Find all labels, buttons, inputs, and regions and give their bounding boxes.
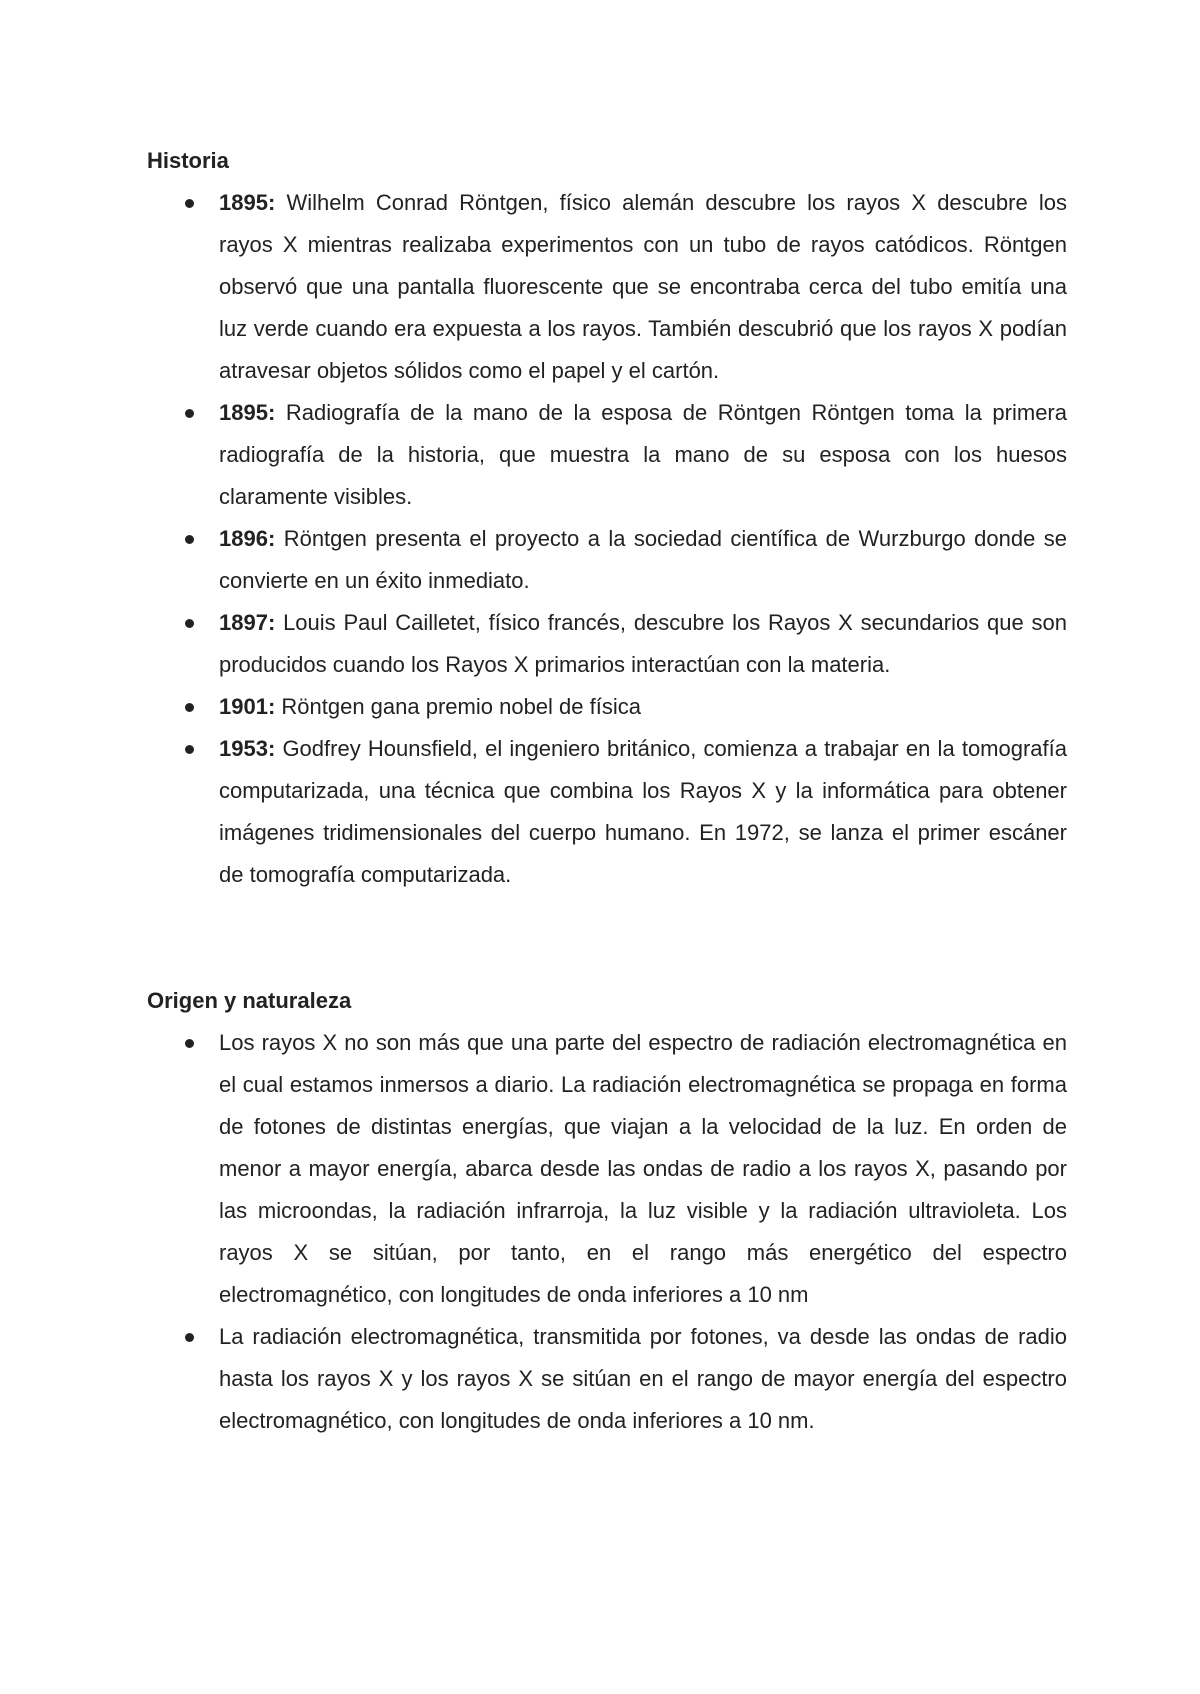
bullet-icon — [185, 619, 194, 628]
item-year: 1953: — [219, 736, 283, 761]
item-year: 1895: — [219, 190, 287, 215]
item-text: La radiación electromagnética, transmitida por fotones, va desde las ondas de radio hasta los rayos X y los rayos X se sitúan en el rango de mayor energía del espectro electromagnético, con longitudes de onda inferiores a 10 nm. — [219, 1324, 1067, 1433]
bullet-icon — [185, 1039, 194, 1048]
item-text: Röntgen gana premio nobel de física — [281, 694, 641, 719]
bullet-icon — [185, 703, 194, 712]
item-year: 1897: — [219, 610, 284, 635]
list-item — [147, 728, 1067, 896]
item-text: Röntgen presenta el proyecto a la sociedad científica de Wurzburgo donde se convierte en un éxito inmediato. — [219, 526, 1067, 593]
item-year: 1895: — [219, 400, 286, 425]
bullet-icon — [185, 1333, 194, 1342]
historia-heading: Historia — [147, 148, 229, 173]
bullet-icon — [185, 199, 194, 208]
item-text: Radiografía de la mano de la esposa de Röntgen Röntgen toma la primera radiografía de la historia, que muestra la mano de su esposa con los huesos claramente visibles. — [219, 400, 1067, 509]
item-text: Godfrey Hounsfield, el ingeniero británico, comienza a trabajar en la tomografía computarizada, una técnica que combina los Rayos X y la informática para obtener imágenes tridimensionales del cuerpo humano. En 1972, se lanza el primer escáner de tomografía computarizada. — [219, 736, 1067, 887]
origen-heading: Origen y naturaleza — [147, 988, 352, 1013]
item-year: 1896: — [219, 526, 284, 551]
historia-list — [147, 182, 1067, 896]
item-year: 1901: — [219, 694, 282, 719]
origen-section — [147, 980, 1067, 1442]
list-item — [147, 1316, 1067, 1442]
item-text: Louis Paul Cailletet, físico francés, descubre los Rayos X secundarios que son producidos cuando los Rayos X primarios interactúan con la materia. — [219, 610, 1067, 677]
bullet-icon — [185, 745, 194, 754]
list-item — [147, 518, 1067, 602]
bullet-icon — [185, 409, 194, 418]
origen-list — [147, 1022, 1067, 1442]
historia-section — [147, 140, 1067, 896]
list-item — [147, 392, 1067, 518]
list-item — [147, 182, 1067, 392]
item-text: Wilhelm Conrad Röntgen, físico alemán descubre los rayos X descubre los rayos X mientras realizaba experimentos con un tubo de rayos catódicos. Röntgen observó que una pantalla fluorescente que se encontraba cerca del tubo emitía una luz verde cuando era expuesta a los rayos. También descubrió que los rayos X podían atravesar objetos sólidos como el papel y el cartón. — [219, 190, 1067, 383]
list-item — [147, 602, 1067, 686]
bullet-icon — [185, 535, 194, 544]
item-text: Los rayos X no son más que una parte del espectro de radiación electromagnética en el cual estamos inmersos a diario. La radiación electromagnética se propaga en forma de fotones de distintas energías, que viajan a la velocidad de la luz. En orden de menor a mayor energía, abarca desde las ondas de radio a los rayos X, pasando por las microondas, la radiación infrarroja, la luz visible y la radiación ultravioleta. Los rayos X se sitúan, por tanto, en el rango más energético del espectro electromagnético, con longitudes de onda inferiores a 10 nm — [219, 1030, 1067, 1307]
list-item — [147, 686, 1067, 728]
list-item — [147, 1022, 1067, 1316]
